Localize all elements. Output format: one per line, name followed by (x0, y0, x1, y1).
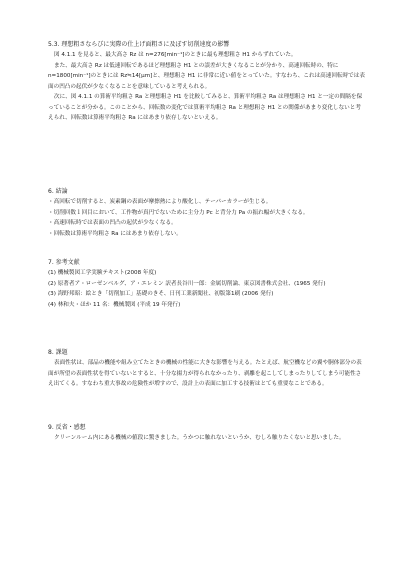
reference-item: (2) 原著者ア・ローゼンベルグ、ア・エレミン 訳者長谷川一郎：金属切削論、東京図書株式会社、(1965 発行) (48, 280, 326, 287)
section-5-3 (48, 40, 366, 124)
section-6 (48, 187, 366, 239)
section-9 (48, 423, 366, 444)
section-heading: 7. 参考文献 (48, 259, 80, 266)
list-item: ・高速回転時では表面の凹凸の起伏が少なくなる。 (48, 220, 177, 226)
paragraph: クリーンルーム内にある機械の値段に驚きました。うかつに触れないというか、むしろ触りたくないと思いました。 (54, 435, 345, 441)
paragraph: また、最大高さ Rz は低速回転であるほど理想粗さ H1 との誤差が大きくなることが分かり、高速回転時の、特に n=1800[min⁻¹]のときには Rz≒14[μm]と、理想粗さ H1 に非常に近い値をとっていた。すなわち、これは高速回転時では表面の凹凸の起伏が少なくなることを意味していると考えられる。 (48, 62, 365, 90)
list-item: ・回転数は算術平均粗さ Ra にはあまり依存しない。 (48, 230, 182, 237)
section-heading: 5.3. 理想粗さならびに実際の仕上げ面粗さに及ぼす切削速度の影響 (48, 41, 230, 48)
reference-item: (1) 機械製図工学実験テキスト(2008 年度) (48, 270, 157, 276)
list-item: ・高回転で切削すると、炭素鋼の表面が摩擦熱により酸化し、テーパーカラーが生じる。 (48, 199, 272, 205)
section-heading: 9. 反省・感想 (48, 424, 86, 431)
list-item: ・切削回数１回目において、工作物が真円でないために主分力 Pc と背分力 Pa の振れ幅が大きくなる。 (48, 209, 309, 216)
paragraph: 図 4.1.1 を見ると、最大高さ Rz は n=276[min⁻¹]のときに最も理想粗さ H1 からずれていた。 (54, 52, 297, 58)
section-heading: 6. 結論 (48, 188, 68, 195)
paragraph: 表面性状は、部品の機能や組み立てたときの機械の性能に大きな影響を与える。たとえば、航空機などの翼や胴体部分の表面が所望の表面性状を得ていないとすると、十分な揚力が得られなかったり、剥離を起こしてしまったりしてしまう可能性さえ出てくる。すなわち重大事故の危険性が増すので、設計上の表面に加工する技術はとても重要なことである。 (48, 360, 362, 387)
section-8 (48, 348, 366, 390)
section-7 (48, 258, 366, 310)
reference-item: (3) 海野邦昭：絵とき「切削加工」基礎のきそ、日刊工業新聞社、初版第1刷 (2006 発行) (48, 291, 274, 297)
reference-item: (4) 林和夫・ほか 11 名：機械製図 (平成 19 年発行) (48, 301, 181, 308)
paragraph: 次に、図 4.1.1 の算術平均粗さ Ra と理想粗さ H1 を比較してみると、算術平均粗さ Ra は理想粗さ H1 と一定の間隔を保っていることが分かる。このことから、回転数の変化では算術平均粗さ Ra と理想粗さ H1 との関係があまり変化しないと考えられ、回転数は算術平均粗さ Ra にはあまり依存しないといえる。 (48, 94, 363, 121)
section-heading: 8. 課題 (48, 349, 68, 356)
